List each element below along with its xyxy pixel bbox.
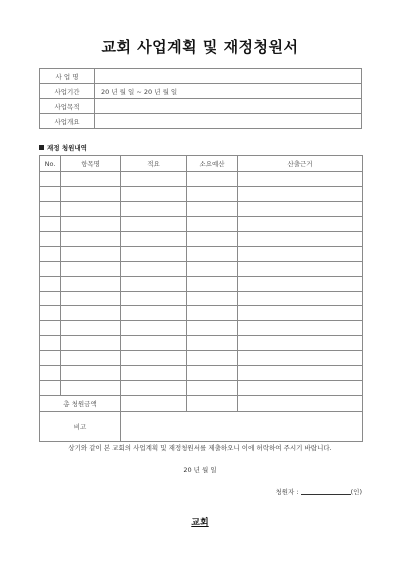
budget-row (40, 366, 363, 381)
info-value-field[interactable] (95, 99, 362, 114)
budget-row (40, 291, 363, 306)
row-description-field[interactable] (121, 246, 187, 261)
row-basis-field[interactable] (238, 351, 363, 366)
row-item-field[interactable] (61, 336, 121, 351)
budget-row (40, 381, 363, 396)
row-description-field[interactable] (121, 306, 187, 321)
budget-row (40, 216, 363, 231)
row-item-field[interactable] (61, 186, 121, 201)
row-item-field[interactable] (61, 291, 121, 306)
total-row (40, 396, 363, 412)
row-no-cell (40, 261, 61, 276)
seal-label: (인) (350, 488, 362, 496)
row-item-field[interactable] (61, 366, 121, 381)
church-name-text: 교회 (191, 518, 209, 528)
church-name (0, 515, 400, 528)
budget-row (40, 261, 363, 276)
row-basis-field[interactable] (238, 201, 363, 216)
budget-row (40, 321, 363, 336)
row-description-field[interactable] (121, 276, 187, 291)
info-label: 사 업 명 (40, 69, 95, 84)
row-budget-field[interactable] (187, 351, 238, 366)
row-item-field[interactable] (61, 216, 121, 231)
row-no-cell (40, 381, 61, 396)
total-label: 총 청원금액 (40, 396, 121, 412)
row-basis-field[interactable] (238, 276, 363, 291)
row-description-field[interactable] (121, 366, 187, 381)
row-basis-field[interactable] (238, 381, 363, 396)
row-no-cell (40, 276, 61, 291)
row-item-field[interactable] (61, 246, 121, 261)
header-item: 항목명 (61, 156, 121, 172)
row-budget-field[interactable] (187, 306, 238, 321)
row-item-field[interactable] (61, 321, 121, 336)
total-cell[interactable] (238, 396, 363, 412)
row-basis-field[interactable] (238, 306, 363, 321)
row-no-cell (40, 231, 61, 246)
budget-row (40, 172, 363, 187)
row-no-cell (40, 321, 61, 336)
note-row (40, 412, 363, 442)
row-basis-field[interactable] (238, 321, 363, 336)
budget-row (40, 231, 363, 246)
row-basis-field[interactable] (238, 291, 363, 306)
row-description-field[interactable] (121, 336, 187, 351)
row-no-cell (40, 172, 61, 187)
budget-row (40, 186, 363, 201)
row-basis-field[interactable] (238, 216, 363, 231)
row-basis-field[interactable] (238, 261, 363, 276)
info-row-name (40, 69, 362, 84)
row-description-field[interactable] (121, 186, 187, 201)
row-no-cell (40, 291, 61, 306)
total-amount-field[interactable] (121, 396, 187, 412)
row-budget-field[interactable] (187, 276, 238, 291)
row-budget-field[interactable] (187, 366, 238, 381)
row-item-field[interactable] (61, 381, 121, 396)
row-budget-field[interactable] (187, 381, 238, 396)
row-basis-field[interactable] (238, 172, 363, 187)
statement-text: 상기와 같이 본 교회의 사업계획 및 재정청원서를 제출하오니 이에 허락하여 주시기 바랍니다. (68, 444, 332, 452)
info-label: 사업기간 (40, 84, 95, 99)
date-line: 20 년 월 일 (183, 466, 217, 474)
budget-row (40, 336, 363, 351)
info-row-period (40, 84, 362, 99)
info-value-field[interactable] (95, 114, 362, 129)
info-label: 사업개요 (40, 114, 95, 129)
note-label: 비고 (40, 412, 121, 442)
header-budget: 소요예산 (187, 156, 238, 172)
row-item-field[interactable] (61, 276, 121, 291)
header-description: 적요 (121, 156, 187, 172)
row-budget-field[interactable] (187, 246, 238, 261)
row-description-field[interactable] (121, 231, 187, 246)
budget-row (40, 306, 363, 321)
row-description-field[interactable] (121, 321, 187, 336)
info-row-purpose (40, 99, 362, 114)
row-description-field[interactable] (121, 216, 187, 231)
row-item-field[interactable] (61, 201, 121, 216)
row-budget-field[interactable] (187, 291, 238, 306)
row-budget-field[interactable] (187, 186, 238, 201)
project-info-table (39, 68, 362, 129)
row-basis-field[interactable] (238, 336, 363, 351)
row-basis-field[interactable] (238, 231, 363, 246)
row-description-field[interactable] (121, 172, 187, 187)
budget-row (40, 246, 363, 261)
row-description-field[interactable] (121, 381, 187, 396)
row-no-cell (40, 186, 61, 201)
budget-row (40, 351, 363, 366)
applicant-label: 청원자 : (275, 488, 299, 496)
budget-row (40, 201, 363, 216)
row-no-cell (40, 336, 61, 351)
row-item-field[interactable] (61, 306, 121, 321)
total-cell[interactable] (187, 396, 238, 412)
header-basis: 산출근거 (238, 156, 363, 172)
row-no-cell (40, 306, 61, 321)
budget-header-row (40, 156, 363, 172)
budget-table (39, 155, 363, 442)
row-basis-field[interactable] (238, 186, 363, 201)
row-budget-field[interactable] (187, 231, 238, 246)
row-budget-field[interactable] (187, 201, 238, 216)
info-value-field[interactable] (95, 69, 362, 84)
signature-line[interactable] (301, 487, 351, 495)
row-no-cell (40, 366, 61, 381)
row-basis-field[interactable] (238, 246, 363, 261)
page-title: 교회 사업계획 및 재정청원서 (101, 38, 299, 56)
row-item-field[interactable] (61, 231, 121, 246)
row-description-field[interactable] (121, 291, 187, 306)
row-item-field[interactable] (61, 172, 121, 187)
note-field[interactable] (121, 412, 363, 442)
row-description-field[interactable] (121, 261, 187, 276)
row-no-cell (40, 201, 61, 216)
section-title-text: 재정 청원내역 (47, 144, 87, 152)
row-item-field[interactable] (61, 261, 121, 276)
header-no: No. (40, 156, 61, 172)
row-budget-field[interactable] (187, 261, 238, 276)
budget-row (40, 276, 363, 291)
info-label: 사업목적 (40, 99, 95, 114)
applicant-signature (275, 487, 362, 496)
row-description-field[interactable] (121, 351, 187, 366)
row-description-field[interactable] (121, 201, 187, 216)
row-no-cell (40, 246, 61, 261)
row-basis-field[interactable] (238, 366, 363, 381)
square-bullet-icon (39, 145, 44, 150)
info-row-overview (40, 114, 362, 129)
row-budget-field[interactable] (187, 172, 238, 187)
row-budget-field[interactable] (187, 216, 238, 231)
row-no-cell (40, 351, 61, 366)
section-title (39, 143, 87, 152)
row-budget-field[interactable] (187, 336, 238, 351)
row-budget-field[interactable] (187, 321, 238, 336)
row-item-field[interactable] (61, 351, 121, 366)
row-no-cell (40, 216, 61, 231)
info-value-field[interactable]: 20 년 월 일 ~ 20 년 월 일 (95, 84, 362, 99)
